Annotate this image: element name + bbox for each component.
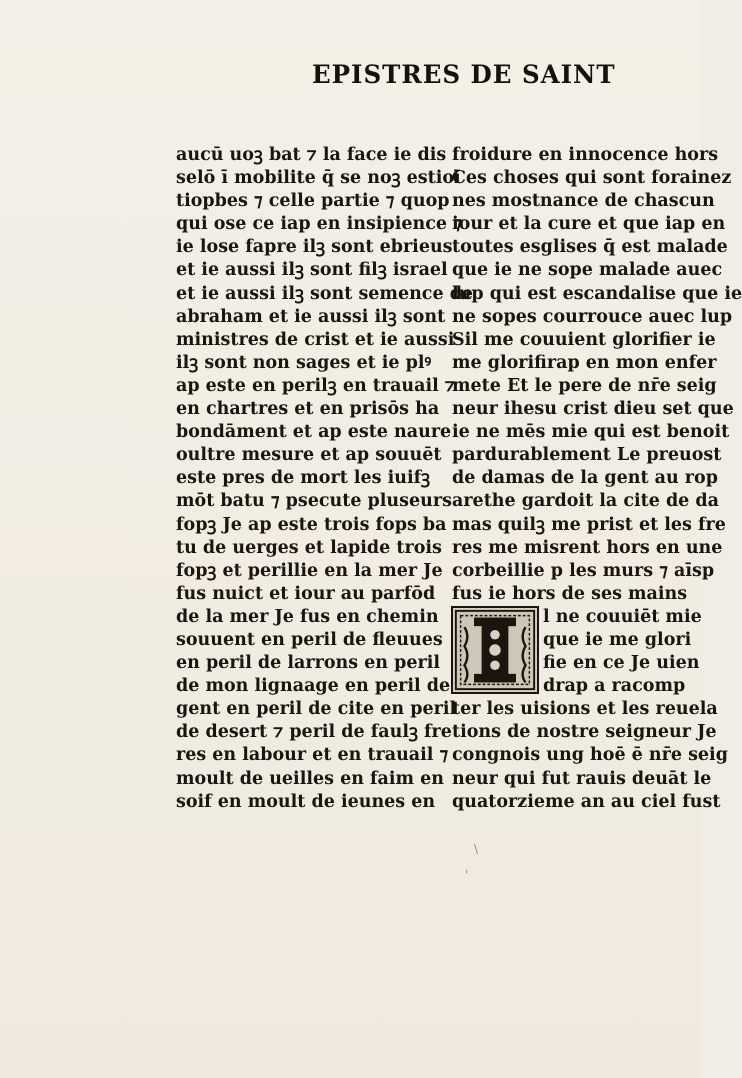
text-line: nes mostnance de chascun	[452, 191, 715, 212]
text-line: este pres de mort les iuifꝫ	[176, 468, 431, 489]
text-line: et ie aussi ilꝫ sont filꝫ israel	[176, 260, 448, 281]
text-line: abraham et ie aussi ilꝫ sont	[176, 306, 446, 327]
text-line: aucū uoꝫ bat ⁊ la face ie dis	[176, 145, 447, 165]
text-line: pardurablement Le preuost	[452, 445, 722, 466]
text-line: oultre mesure et ap souuēt	[176, 445, 442, 466]
text-line: de mon lignaage en peril de	[176, 676, 451, 697]
text-line: iour et la cure et que iap en	[452, 214, 726, 235]
paper-speck: \	[474, 842, 479, 856]
text-line: arethe gardoit la cite de da	[452, 491, 719, 512]
text-line: Sil me couuient glorifier ie	[452, 329, 716, 350]
text-line: fus ie hors de ses mains	[452, 583, 688, 604]
text-line: soif en moult de ieunes en	[176, 791, 436, 812]
text-line: corbeillie p les murs ⁊ aīsp	[452, 560, 715, 581]
text-line: res me misrent hors en une	[452, 537, 723, 558]
text-line: ne sopes courrouce auec lup	[452, 306, 733, 327]
text-line: moult de ueilles en faim en	[176, 768, 445, 789]
text-line: en chartres et en prisōs ha	[176, 399, 440, 420]
decorated-initial-i	[451, 606, 539, 694]
text-line: de desert ⁊ peril de faulꝫ fre	[176, 722, 452, 743]
text-line: ap este en perilꝫ en trauail ⁊	[176, 375, 455, 396]
text-line: mete Et le pere de nr̄e seig	[452, 375, 717, 396]
text-line: drap a racomp	[543, 676, 686, 697]
text-line: toutes esglises q̄ est malade	[452, 237, 728, 258]
text-line: selō ī mobilite q̄ se noꝫ estioī	[176, 168, 461, 189]
text-line: et ie aussi ilꝫ sont semence de	[176, 283, 474, 304]
text-line: fie en ce Je uien	[543, 653, 700, 674]
text-line: tions de nostre seigneur Je	[452, 722, 717, 743]
text-line: que ie me glori	[543, 629, 692, 650]
text-line: mōt batu ⁊ psecute pluseurs	[176, 491, 452, 512]
text-line: res en labour et en trauail ⁊	[176, 745, 449, 766]
text-line: ilꝫ sont non sages et ie plꝰ	[176, 352, 432, 373]
left-text-column	[176, 144, 474, 814]
text-line: l ne couuiēt mie	[543, 606, 702, 627]
text-line: neur ihesu crist dieu set que	[452, 399, 734, 420]
text-line: me glorifirap en mon enfer	[452, 352, 717, 373]
running-head: EPISTRES DE SAINT	[312, 60, 616, 89]
text-line: quatorzieme an au ciel fust	[452, 791, 721, 812]
text-line: congnois ung hoē ē nr̄e seig	[452, 745, 728, 766]
text-line: ministres de crist et ie aussi	[176, 329, 455, 350]
paper-speck: '	[465, 868, 469, 882]
text-line: ie lose fapre ilꝫ sont ebrieus	[176, 237, 453, 258]
text-line: Ces choses qui sont forainez	[452, 168, 732, 189]
text-line: fopꝫ et perillie en la mer Je	[176, 560, 443, 581]
text-line: fopꝫ Je ap este trois fops ba	[176, 514, 447, 535]
text-line: tu de uerges et lapide trois	[176, 537, 442, 558]
text-line: bondāment et ap este naure	[176, 422, 452, 443]
text-line: de damas de la gent au rop	[452, 468, 718, 489]
text-line: fus nuict et iour au parfōd	[176, 583, 436, 604]
text-line: en peril de larrons en peril	[176, 653, 440, 674]
text-line: de la mer Je fus en chemin	[176, 606, 439, 627]
text-line: ie ne mēs mie qui est benoit	[452, 422, 730, 443]
text-line: froidure en innocence hors	[452, 145, 719, 165]
text-line: neur qui fut rauis deuāt le	[452, 768, 712, 789]
text-line: ter les uisions et les reuela	[452, 699, 718, 720]
text-line: gent en peril de cite en peril	[176, 699, 457, 720]
right-text-column	[452, 144, 742, 814]
text-line: qui ose ce iap en insipience ⁊	[176, 214, 462, 235]
text-line: souuent en peril de fleuues	[176, 629, 443, 650]
text-line: mas quilꝫ me prist et les fre	[452, 514, 726, 535]
text-line: que ie ne sope malade auec	[452, 260, 723, 281]
text-line: lup qui est escandalise que ie	[452, 283, 742, 304]
text-line: tiopbes ⁊ celle partie ⁊ quop	[176, 191, 450, 212]
